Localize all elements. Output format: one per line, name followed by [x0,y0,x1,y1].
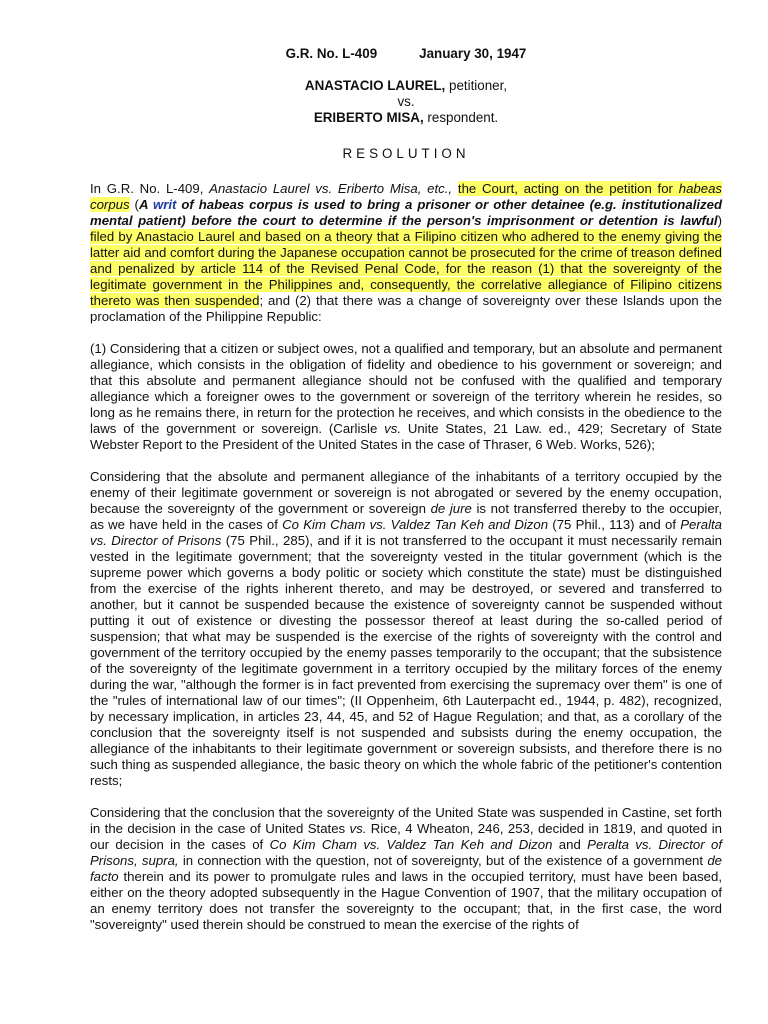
respondent-name: ERIBERTO MISA, [313,110,424,125]
document-page [90,46,722,949]
respondent-line [90,110,722,126]
italic-text: de facto [90,853,722,884]
italic-text: de jure [430,501,472,516]
petitioner-role: petitioner, [445,78,508,93]
case-title: Peralta vs. Director of Prisons, supra, [90,837,722,868]
case-title: Co Kim Cham vs. Valdez Tan Keh and Dizon [282,517,549,532]
petitioner-name: ANASTACIO LAUREL, [304,78,446,93]
writ-link[interactable]: writ [152,197,177,212]
case-title: Co Kim Cham vs. Valdez Tan Keh and Dizon [269,837,553,852]
paragraph-3 [90,805,722,933]
case-title: Anastacio Laurel vs. Eriberto Misa, etc., [209,181,453,196]
case-header [90,46,722,126]
text-run: Unite States, 21 Law. ed., 429; Secretary of State Webster Report to the President of the United States in the case of Thraser, 6 Web. Works, 526); [90,421,722,452]
text-run: (75 Phil., 113) and of [548,517,681,532]
text-run: and [552,837,588,852]
annotation-text: of habeas corpus is used to bring a prisoner or other detainee (e.g. institutionalized mental patient) before the court to determine if the person's imprisonment or detention is lawful [90,197,723,228]
paragraph-intro [90,181,722,325]
case-title: Peralta vs. Director of Prisons [90,517,723,548]
paragraph-1 [90,341,722,453]
resolution-title: RESOLUTION [342,146,470,161]
annotation-text: A [138,197,153,212]
versus: vs. [397,94,415,109]
text-run: ( [129,197,139,212]
text-run: in connection with the question, not of sovereignty, but of the existence of a government [178,853,708,868]
italic-text: vs. [349,821,367,836]
text-run: ; and (2) that there was a change of sovereignty over these Islands upon the proclamation of the Philippine Republic: [90,293,722,324]
text-run: Rice, 4 Wheaton, 246, 253, decided in 1819, and quoted in our decision in the cases of [90,821,722,852]
text-run: the Court, acting on the petition for [457,181,679,196]
text-run: is not transferred thereby to the occupier, as we have held in the cases of [90,501,722,532]
habeas-corpus-term: habeas corpus [90,181,722,212]
text-run: (75 Phil., 285), and if it is not transferred to the occupant it must necessarily remain vested in the legitimate government; that the sovereignty vested in the titular government (which is the supreme power which governs a body politic or society which constitute the state) must be distinguished from the exercise of the rights inherent thereto, and may be destroyed, or severed and transferred to another, but it cannot be suspended because the existence of sovereignty cannot be suspended without putting it out of existence or divesting the possessor thereof at least during the so-called period of suspension; that what may be suspended is the exercise of the rights of sovereignty with the control and government of the territory occupied by the enemy passes temporarily to the occupant; that the subsistence of the sovereignty of the legitimate government in a territory occupied by the military forces of the enemy during the war, "although the former is in fact prevented from exercising the supremacy over them" is one of the "rules of international law of our times"; (II Oppenheim, 6th Lauterpacht ed., 1944, p. 482), recognized, by necessary implication, in articles 23, 44, 45, and 52 of Hague Regulation; and that, as a corollary of the conclusion that the sovereignty itself is not suspended and subsists during the enemy occupation, the allegiance of the inhabitants to their legitimate government or sovereign subsists, and therefore there is no such thing as suspended allegiance, the basic theory on which the whole fabric of the petitioner's contention rests; [90,533,722,788]
text-run: therein and its power to promulgate rules and laws in the occupied territory, must have been based, either on the theory adopted subsequently in the Hague Convention of 1907, that the military occupation of an enemy territory does not transfer the sovereignty to the occupant; that, in the first case, the word "sovereignty" used therein should be construed to mean the exercise of the rights of [90,869,722,932]
respondent-role: respondent. [423,110,499,125]
case-date: January 30, 1947 [419,46,527,61]
text-run: Considering that the absolute and permanent allegiance of the inhabitants of a territory occupied by the enemy of their legitimate government or sovereign is not abrogated or severed by the enemy occupation, because the sovereignty of the government or sovereign [90,469,722,516]
case-number-line [90,46,722,62]
text-run: ) [717,213,722,228]
highlighted-text: filed by Anastacio Laurel and based on a theory that a Filipino citizen who adhered to the enemy giving the latter aid and comfort during the Japanese occupation cannot be prosecuted for the crime of treason defined and penalized by article 114 of the Revised Penal Code, for the reason (1) that the sovereignty of the legitimate government in the Philippines and, consequently, the correlative allegiance of Filipino citizens thereto was then suspended [90,229,722,308]
text-run: Considering that the conclusion that the sovereignty of the United State was suspended in Castine, set forth in the decision in the case of United States [90,805,722,836]
italic-text: vs. [384,421,401,436]
petitioner-line [90,78,722,94]
text-run: (1) Considering that a citizen or subject owes, not a qualified and temporary, but an absolute and permanent allegiance, which consists in the obligation of fidelity and obedience to his government or sovereign; and that this absolute and permanent allegiance should not be confused with the qualified and temporary allegiance which a foreigner owes to the government or sovereign of the territory wherein he resides, so long as he remains there, in return for the protection he receives, and which consists in the obedience to the laws of the government or sovereign. (Carlisle [90,341,722,436]
paragraph-2 [90,469,722,789]
case-number: G.R. No. L-409 [285,46,378,61]
text-run: In G.R. No. L-409, [90,181,210,196]
